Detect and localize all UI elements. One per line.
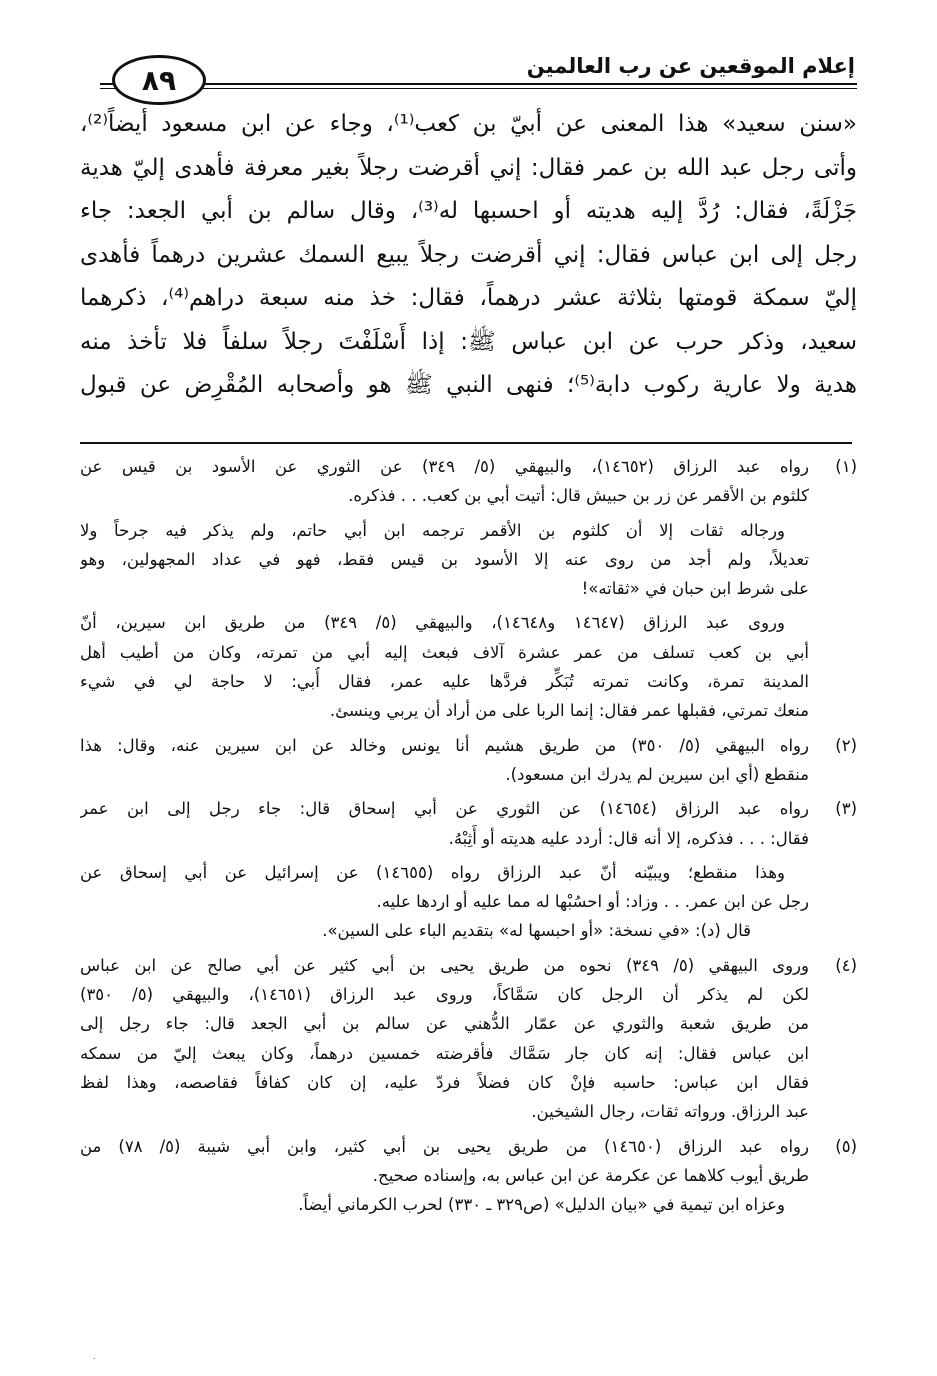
footnote-line: رواه عبد الرزاق (١٤٦٥٠) من طريق يحيى بن أبي كثير، وابن أبي شيبة (٥/ ٧٨) من — [80, 1136, 809, 1156]
main-text-line: وأتى رجل عبد الله بن عمر فقال: إني أقرضت رجلاً بغير معرفة فأهدى إليّ هدية — [80, 154, 857, 181]
footnote-number: (٣) — [835, 799, 857, 819]
footnote-line: وروى عبد الرزاق (١٤٦٤٧ و١٤٦٤٨)، والبيهقي (٥/ ٣٤٩) من طريق ابن سيرين، أنّ — [80, 613, 785, 633]
footnote — [80, 794, 857, 945]
main-text-line: إليّ سمكة قومتها بثلاثة عشر درهماً، فقال: خذ منه سبعة دراهم⁽⁴⁾، ذكرهما — [80, 285, 857, 311]
footnote-line: رواه البيهقي (٥/ ٣٥٠) من طريق هشيم أنا يونس وخالد عن ابن سيرين عنه، وقال: هذا — [80, 735, 809, 755]
footnote-line: عبد الرزاق. ورواته ثقات، رجال الشيخين. — [531, 1102, 809, 1122]
footnote-line: من طريق شعبة والثوري عن عمّار الدُّهني عن سالم بن أبي الجعد قال: جاء رجل إلى — [80, 1014, 809, 1034]
footnote-line: رجل عن ابن عمر. . . وزاد: أو احسُبْها له مما عليه أو اردها عليه. — [376, 892, 809, 912]
footnote-line: منعك تمرتي، فقبلها عمر فقال: إنما الربا على من أراد أن يربي وينسئ. — [329, 701, 809, 721]
footnote — [80, 951, 857, 1127]
main-text-line: «سنن سعيد» هذا المعنى عن أبيّ بن كعب⁽¹⁾، وجاء عن ابن مسعود أيضاً⁽²⁾، — [80, 111, 857, 137]
footnotes — [80, 452, 857, 1219]
footnote-line: تعديلاً، ولم أجد من روى عنه إلا الأسود بن قيس فقط، فهو في عداد المجهولين، وهو — [80, 549, 809, 569]
footnote-line: ورجاله ثقات إلا أن كلثوم بن الأقمر ترجمه ابن أبي حاتم، ولم يذكر فيه جرحاً ولا — [80, 520, 785, 540]
footnote-line: قال (د): «في نسخة: «أو احبسها له» بتقديم الباء على السين». — [322, 921, 751, 941]
footnote — [80, 731, 857, 790]
footnote-line: على شرط ابن حبان في «ثقاته»! — [581, 579, 809, 599]
footnote-line: وروى البيهقي (٥/ ٣٤٩) نحوه من طريق يحيى بن أبي كثير عن أبي صالح عن ابن عباس — [80, 955, 809, 975]
book-title: إعلام الموقعين عن رب العالمين — [526, 54, 855, 78]
footnote-line: فقال: . . . فذكره، إلا أنه قال: أردد عليه هديته أو أَثِبْهُ. — [448, 828, 809, 848]
footnote-number: (٤) — [835, 955, 857, 975]
footnote-line: وعزاه ابن تيمية في «بيان الدليل» (ص٣٢٩ ـ ٣٣٠) لحرب الكرماني أيضاً. — [298, 1195, 785, 1215]
footnote — [80, 1132, 857, 1220]
page-number: ٨٩ — [112, 55, 206, 105]
footnote-number: (٢) — [835, 735, 857, 755]
main-text-line: سعيد، وذكر حرب عن ابن عباس ﷺ: إذا أَسْلَفْتَ رجلاً سلفاً فلا تأخذ منه — [80, 328, 857, 355]
footnote-line: رواه عبد الرزاق (١٤٦٥٢)، والبيهقي (٥/ ٣٤٩) عن الثوري عن الأسود بن قيس عن — [80, 457, 809, 476]
footnote-line: وهذا منقطع؛ ويبيّنه أنّ عبد الرزاق رواه (١٤٦٥٥) عن إسرائيل عن أبي إسحاق عن — [80, 862, 785, 882]
footnote-line: ابن عباس فقال: إنه كان جار سَمَّاك فأقرضته خمسين درهماً، وكان يبعث إليّ من سمكه — [80, 1043, 809, 1063]
footnote-line: المدينة تمرة، وكانت تمرته تُبَكِّر فردَّها عليه عمر، فقال أُبي: لا حاجة لي في شيء — [80, 672, 809, 692]
footnote-line: منقطع (أي ابن سيرين لم يدرك ابن مسعود). — [505, 764, 809, 784]
footnote-separator — [80, 442, 852, 444]
footnote-line: لكن لم يذكر أن الرجل كان سَمَّاكاً، وروى عبد الرزاق (١٤٦٥١)، والبيهقي (٥/ ٣٥٠) — [80, 985, 809, 1005]
footnote-line: رواه عبد الرزاق (١٤٦٥٤) عن الثوري عن أبي إسحاق قال: جاء رجل إلى ابن عمر — [80, 799, 809, 819]
main-text-line: هدية ولا عارية ركوب دابة⁽⁵⁾؛ فنهى النبي ﷺ هو وأصحابه المُقْرِض عن قبول — [80, 372, 857, 398]
page-header — [0, 0, 937, 100]
header-rule-thin — [100, 88, 857, 89]
footnote-line: أبي بن كعب تسلف من عمر عشرة آلاف فبعث إليه أبي من تمرته، وكان من أطيب أهل — [80, 642, 809, 662]
footnote-number: (١) — [835, 457, 857, 476]
main-text — [80, 103, 857, 408]
footnote-line: فقال ابن عباس: حاسبه فإنْ كان فضلاً فردّ عليه، إن كان كفافاً فقاصصه، وهذا لفظ — [80, 1072, 809, 1092]
main-text-line: جَزْلَةً، فقال: رُدَّ إليه هديته أو احسبها له⁽³⁾، وقال سالم بن أبي الجعد: جاء — [80, 198, 857, 224]
header-rule — [100, 83, 857, 85]
page-dot: . — [93, 1352, 96, 1361]
footnote — [80, 452, 857, 726]
footnote-line: كلثوم بن الأقمر عن زر بن حبيش قال: أتيت أبي بن كعب. . . فذكره. — [348, 486, 809, 506]
footnote-number: (٥) — [835, 1136, 857, 1156]
footnote-line: طريق أيوب كلاهما عن عكرمة عن ابن عباس به، وإسناده صحيح. — [372, 1165, 809, 1185]
main-text-line: رجل إلى ابن عباس فقال: إني أقرضت رجلاً يبيع السمك عشرين درهماً فأهدى — [80, 241, 857, 268]
